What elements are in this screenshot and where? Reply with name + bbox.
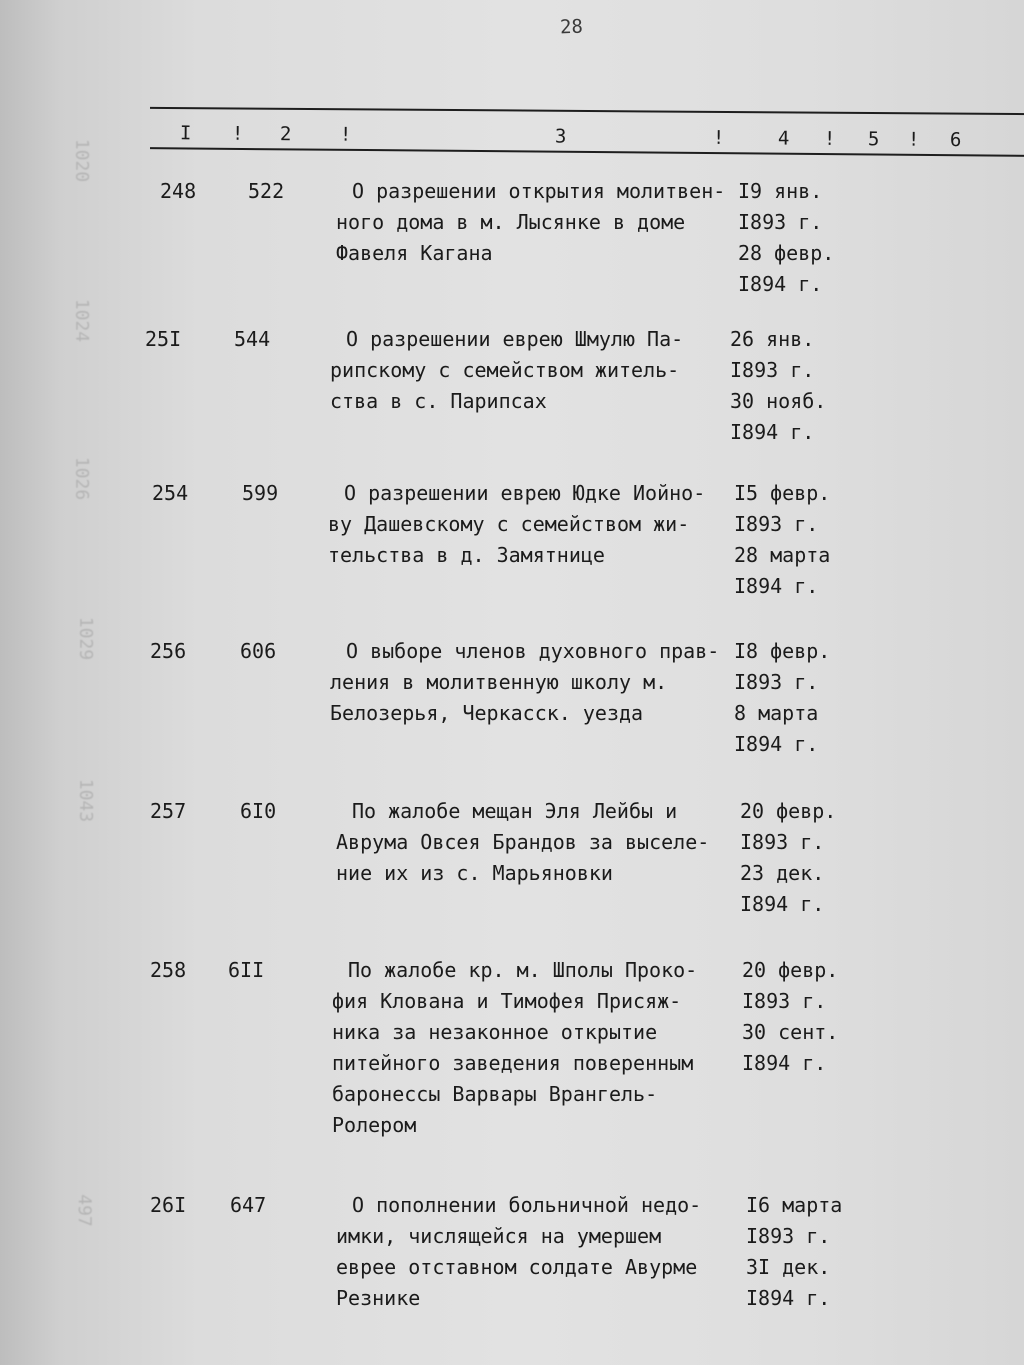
entry-number: 254 <box>152 481 189 505</box>
end-year: I894 г. <box>730 420 815 444</box>
end-year: I894 г. <box>740 892 825 916</box>
entry-description <box>330 636 720 729</box>
start-date: I9 янв. <box>738 179 823 203</box>
description-line: Фавеля Кагана <box>336 241 493 265</box>
column-header-1: I <box>179 122 192 145</box>
description-line: рипскому с семейством житель- <box>330 358 680 382</box>
description-line: имки, числящейся на умершем <box>336 1224 662 1248</box>
end-date: 23 дек. <box>740 861 825 885</box>
margin-ghost-number: 497 <box>73 1194 95 1227</box>
column-header-4: 4 <box>777 127 790 150</box>
entry-dates <box>746 1190 842 1314</box>
end-year: I894 г. <box>734 574 819 598</box>
description-line: ву Дашевскому с семейством жи- <box>328 512 690 536</box>
entry-description <box>336 796 710 889</box>
file-number: 606 <box>240 639 277 663</box>
file-number: 522 <box>248 179 285 203</box>
start-year: I893 г. <box>734 670 819 694</box>
entry-dates <box>730 324 826 448</box>
end-year: I894 г. <box>734 732 819 756</box>
end-year: I894 г. <box>738 272 823 296</box>
end-date: 30 сент. <box>742 1020 839 1044</box>
entry-number: 258 <box>150 958 187 982</box>
entry-number: 25I <box>145 327 182 351</box>
column-header-3: 3 <box>554 125 567 148</box>
start-year: I893 г. <box>738 210 823 234</box>
description-line: Резнике <box>336 1286 421 1310</box>
description-line: ства в с. Парипсах <box>330 389 547 413</box>
end-date: 28 марта <box>734 543 831 567</box>
entry-description <box>330 324 684 417</box>
entry-dates <box>734 636 830 760</box>
start-year: I893 г. <box>730 358 815 382</box>
entry-dates <box>734 478 830 602</box>
start-date: I6 марта <box>746 1193 843 1217</box>
description-line: ние их из с. Марьяновки <box>336 861 613 885</box>
description-line: баронессы Варвары Врангель- <box>332 1082 658 1106</box>
end-date: 8 марта <box>734 701 819 725</box>
description-line: питейного заведения поверенным <box>332 1051 694 1075</box>
start-year: I893 г. <box>742 989 827 1013</box>
description-line: О разрешении еврею Юдке Иойно- <box>344 481 706 505</box>
start-year: I893 г. <box>740 830 825 854</box>
entry-number: 248 <box>160 179 197 203</box>
description-line: тельства в д. Замятнице <box>328 543 605 567</box>
margin-ghost-number: 1043 <box>75 778 97 823</box>
column-separator: ! <box>823 127 836 150</box>
column-header-6: 6 <box>949 128 962 152</box>
file-number: 599 <box>242 481 279 505</box>
file-number: 544 <box>234 327 271 351</box>
end-year: I894 г. <box>746 1286 831 1310</box>
end-year: I894 г. <box>742 1051 827 1075</box>
start-date: 20 февр. <box>740 799 837 823</box>
entry-description <box>336 1190 702 1314</box>
start-year: I893 г. <box>734 512 819 536</box>
end-date: 3I дек. <box>746 1255 831 1279</box>
description-line: О разрешении еврею Шмулю Па- <box>346 327 684 351</box>
start-date: I8 февр. <box>734 639 831 663</box>
file-number: 647 <box>230 1193 267 1217</box>
margin-ghost-number: 1020 <box>71 138 93 183</box>
description-line: ника за незаконное открытие <box>332 1020 658 1044</box>
start-date: I5 февр. <box>734 481 831 505</box>
margin-ghost-number: 1024 <box>71 298 93 343</box>
description-line: По жалобе кр. м. Шполы Проко- <box>348 958 698 982</box>
description-line: О разрешении открытия молитвен- <box>352 179 726 203</box>
description-line: еврее отставном солдате Авурме <box>336 1255 698 1279</box>
entry-number: 256 <box>150 639 187 663</box>
start-date: 20 февр. <box>742 958 839 982</box>
entry-number: 257 <box>150 799 187 823</box>
description-line: Аврума Овсея Брандов за выселе- <box>336 830 710 854</box>
start-date: 26 янв. <box>730 327 815 351</box>
entry-dates <box>738 176 834 300</box>
description-line: Ролером <box>332 1113 417 1137</box>
column-header-5: 5 <box>867 128 880 151</box>
description-line: фия Клована и Тимофея Присяж- <box>332 989 682 1013</box>
end-date: 28 февр. <box>738 241 835 265</box>
entry-number: 26I <box>150 1193 187 1217</box>
column-separator: ! <box>231 122 244 145</box>
start-year: I893 г. <box>746 1224 831 1248</box>
entry-description <box>328 478 706 571</box>
column-separator: ! <box>907 128 920 151</box>
description-line: О выборе членов духовного прав- <box>346 639 720 663</box>
margin-ghost-number: 1029 <box>75 616 97 661</box>
entry-description <box>336 176 726 269</box>
file-number: 6I0 <box>240 799 277 823</box>
description-line: ления в молитвенную школу м. <box>330 670 668 694</box>
header-rule-top <box>150 107 1024 115</box>
entry-dates <box>740 796 836 920</box>
end-date: 30 нояб. <box>730 389 827 413</box>
column-separator: ! <box>339 123 352 146</box>
description-line: По жалобе мещан Эля Лейбы и <box>352 799 678 823</box>
description-line: Белозерья, Черкасск. уезда <box>330 701 644 725</box>
page-number: 28 <box>559 15 584 39</box>
file-number: 6II <box>228 958 265 982</box>
entry-description <box>332 955 698 1141</box>
margin-ghost-number: 1026 <box>71 456 93 501</box>
entry-dates <box>742 955 838 1079</box>
column-separator: ! <box>712 126 725 150</box>
description-line: ного дома в м. Лысянке в доме <box>336 210 686 234</box>
column-header-2: 2 <box>279 123 292 146</box>
description-line: О пополнении больничной недо- <box>352 1193 702 1217</box>
